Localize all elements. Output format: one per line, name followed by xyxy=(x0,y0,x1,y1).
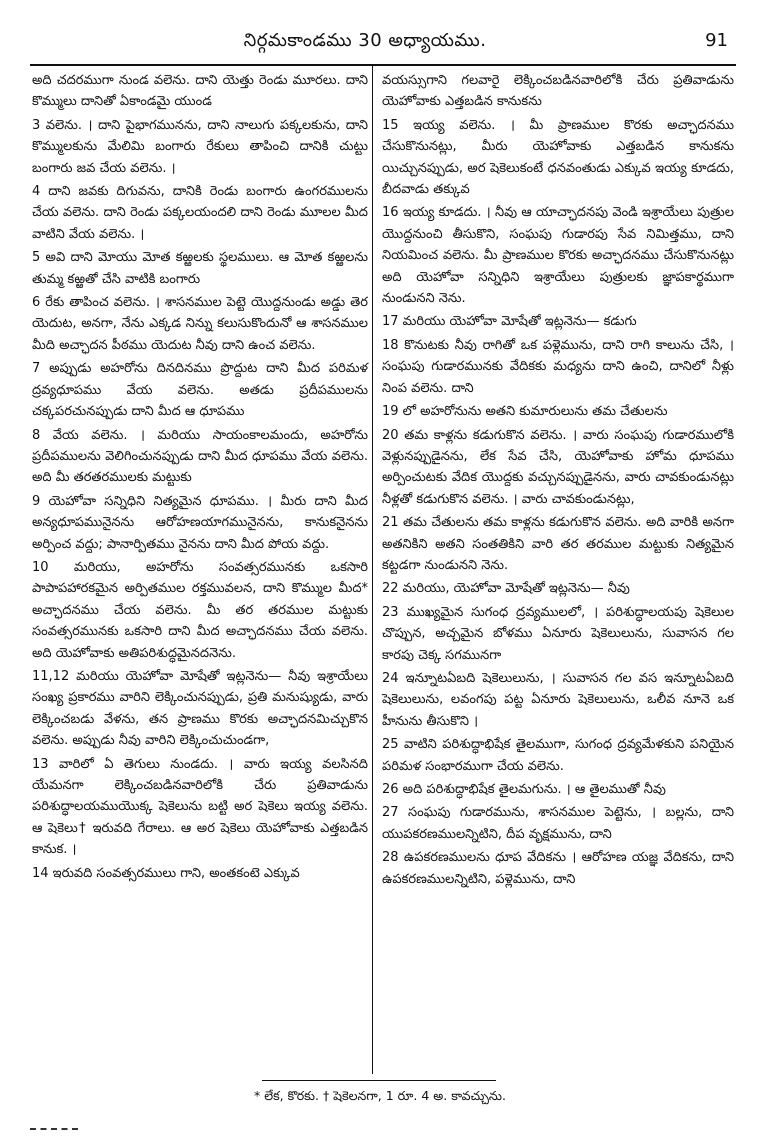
verse-paragraph: అది చదరముగా నుండ వలెను. దాని యెత్తు రెండు మూరలు. దాని కొమ్ములు దానితో ఏకాండమై యుండ xyxy=(32,73,368,110)
verse-paragraph: 6 రేకు తాపించ వలెను. । శాసనముల పెట్టె యొద్దనుండు అడ్డు తెర యెదుట, అనగా, నేను ఎక్కడ నిన్ను కలుసుకొందునో ఆ శాసనముల మీది అచ్ఛాదన పీఠము యెదుట నీవు దాని ఉంచ వలెను. xyxy=(32,295,368,353)
verse-paragraph: వయస్సుగాని గలవారై లెక్కించబడినవారిలోకి చేరు ప్రతివాడును యెహోవాకు ఎత్తబడిన కానుకను xyxy=(382,73,734,110)
verse-paragraph: 3 వలెను. । దాని పైభాగమునను, దాని నాలుగు పక్కలకును, దాని కొమ్ములకును మేలిమి బంగారు రేకులు తాపించి దానికి చుట్టు బంగారు జవ చేయ వలెను. । xyxy=(32,117,368,176)
verse-paragraph: 25 వాటిని పరిశుద్ధాభిషేక తైలముగా, సుగంధ ద్రవ్యమేళకుని పనియైన పరిమళ సంభారముగా చేయ వలెను. xyxy=(382,737,734,774)
verse-paragraph: 22 మరియు, యెహోవా మోషేతో ఇట్లనెను— నీవు xyxy=(382,581,630,597)
verse-paragraph: 14 ఇరువది సంవత్సరములు గాని, అంతకంటె ఎక్కువ xyxy=(32,865,300,881)
page-number: 91 xyxy=(705,30,728,51)
verse-paragraph: 9 యెహోవా సన్నిధిని నిత్యమైన ధూపము. । మీరు దాని మీద అన్యధూపమునైనను ఆరోహణయాగమునైనను, కానుకనైనను అర్పించ వద్దు; పానార్పితము నైనను దాని మీద పోయ వద్దు. xyxy=(32,493,368,552)
page-edge-mark xyxy=(30,1128,78,1130)
verse-paragraph: 18 కొనుటకు నీవు రాగితో ఒక పళ్లెమును, దాని రాగి కాలును చేసి, । సంఘపు గుడారమునకు వేదికకు మధ్యను దాని ఉంచి, దానిలో నీళ్లు నింప వలెను. దాని xyxy=(382,337,734,396)
verse-paragraph: 4 దాని జవకు దిగువను, దానికి రెండు బంగారు ఉంగరములను చేయ వలెను. దాని రెండు పక్కలయందలి దాని రెండు మూలల మీద వాటిని వేయ వలెను. । xyxy=(32,184,368,242)
header-rule xyxy=(30,64,736,66)
verse-paragraph: 26 అది పరిశుద్ధాభిషేక తైలమగును. । ఆ తైలముతో నీవు xyxy=(382,782,666,797)
verse-paragraph: 8 వేయ వలెను. । మరియు సాయంకాలమందు, అహరోను ప్రదీపములను వెలిగించునప్పుడు దాని మీద ధూపము వేయ వలెను. అది మీ తరతరములకు మట్టుకు xyxy=(32,427,368,486)
footnote: * లేక, కొరకు. † షెకెలనగా, 1 రూ. 4 అ. కావచ్చును. xyxy=(254,1088,506,1103)
left-column xyxy=(32,70,368,884)
verse-paragraph: 19 లో అహరోనును అతని కుమారులును తమ చేతులను xyxy=(382,404,668,420)
verse-paragraph: 21 తమ చేతులను తమ కాళ్లను కడుగుకొన వలెను. అది వారికి అనగా అతనికిని అతని సంతతికిని వారి తర తరముల మట్టుకు నిత్యమైన కట్టడగా నుండునని నెను. xyxy=(382,515,734,573)
verse-paragraph: 24 ఇన్నూటఏబది షెకెలులును, । సువాసన గల వస ఇన్నూటఏబది షెకెలులును, లవంగపు పట్ట ఏనూరు షెకెలులును, ఒలీవ నూనె ఒక హీనును తీసుకొని । xyxy=(382,670,734,729)
verse-paragraph: 7 అప్పుడు అహరోను దినదినము ప్రొద్దుట దాని మీద పరిమళ ద్రవ్యధూపము వేయ వలెను. అతడు ప్రదీపములను చక్కపరచునప్పుడు దాని మీద ఆ ధూపము xyxy=(32,361,368,420)
column-divider xyxy=(372,66,373,1074)
verse-paragraph: 11,12 మరియు యెహోవా మోషేతో ఇట్లనెను— నీవు ఇశ్రాయేలు సంఖ్య ప్రకారము వారిని లెక్కించునప్పుడు, ప్రతి మనుష్యుడు, వారు లెక్కించబడు వేళను, తన ప్రాణము కొరకు అచ్ఛాదనమిచ్చుకొన వలెను. అప్పుడు నీవు వారిని లెక్కించుచుండగా, xyxy=(32,668,368,749)
verse-paragraph: 5 అవి దాని మోయు మోత కఱ్ఱలకు స్థలములు. ఆ మోత కఱ్ఱలను తుమ్మ కఱ్ఱతో చేసి వాటికి బంగారు xyxy=(32,250,368,287)
verse-paragraph: 15 ఇయ్య వలెను. । మీ ప్రాణముల కొరకు అచ్ఛాదనము చేసుకొనునట్లు, మీరు యెహోవాకు ఎత్తబడిన కానుకను యిచ్చునప్పుడు, అర షెకెలుకంటే ధనవంతుడు ఎక్కువ ఇయ్య కూడదు, బీదవాడు తక్కువ xyxy=(382,117,734,198)
verse-paragraph: 13 వారిలో ఏ తెగులు నుండదు. । వారు ఇయ్య వలసినది యేమనగా లెక్కించబడినవారిలోకి చేరు ప్రతివాడును పరిశుద్ధాలయముయొక్క షెకెలును బట్టి అర షెకెలు ఇయ్య వలెను. ఆ షెకెలు† ఇరువది గేరాలు. ఆ అర షెకెలు యెహోవాకు ఎత్తబడిన కానుక. । xyxy=(32,756,368,858)
verse-paragraph: 20 తమ కాళ్లను కడుగుకొన వలెను. । వారు సంఘపు గుడారములోకి వెళ్లునప్పుడైనను, లేక సేవ చేసి, యెహోవాకు హోమ ధూపము అర్పించుటకు వేదిక యొద్దకు వచ్చునప్పుడైనను, వారు చావకుండునట్లు నీళ్లతో కడుగుకొన వలెను. । వారు చావకుండునట్లు, xyxy=(382,427,734,507)
footnote-rule xyxy=(262,1080,496,1081)
page-title: నిర్గమకాండము 30 అధ్యాయము. xyxy=(243,30,487,51)
verse-paragraph: 23 ముఖ్యమైన సుగంధ ద్రవ్యములలో, । పరిశుద్ధాలయపు షెకెలుల చొప్పున, అచ్చమైన బోళము ఏనూరు షెకెలులును, సువాసన గల కారపు చెక్క సగమునగా xyxy=(382,604,734,663)
right-column xyxy=(382,70,734,890)
verse-paragraph: 27 సంఘపు గుడారమును, శాసనముల పెట్టెను, । బల్లను, దాని యుపకరణములన్నిటిని, దీప వృక్షమును, దాని xyxy=(382,805,734,842)
verse-paragraph: 16 ఇయ్య కూడదు. । నీవు ఆ యాచ్ఛాదనపు వెండి ఇశ్రాయేలు పుత్రుల యొద్దనుంచి తీసుకొని, సంఘపు గుడారపు సేవ నిమిత్తము, దాని నియమించ వలెను. మీ ప్రాణముల కొరకు అచ్ఛాదనము చేసుకొనునట్లు అది యెహోవా సన్నిధిని ఇశ్రాయేలు పుత్రులకు జ్ఞాపకార్థముగా నుండునని నెను. xyxy=(382,205,734,307)
verse-paragraph: 17 మరియు యెహోవా మోషేతో ఇట్లనెను— కడుగు xyxy=(382,314,637,330)
verse-paragraph: 10 మరియు, అహరోను సంవత్సరమునకు ఒకసారి పాపాపహారకమైన అర్పితముల రక్తమువలన, దాని కొమ్ముల మీద* అచ్ఛాదనము చేయ వలెను. మీ తర తరముల మట్టుకు సంవత్సరమునకు ఒకసారి దాని మీద అచ్ఛాదనము చేయ వలెను. అది యెహోవాకు అతిపరిశుద్ధమైనదనెను. xyxy=(32,559,368,661)
verse-paragraph: 28 ఉపకరణములను ధూప వేదికను । ఆరోహణ యజ్ఞ వేదికను, దాని ఉపకరణములన్నిటిని, పళ్లెమును, దాని xyxy=(382,850,734,887)
